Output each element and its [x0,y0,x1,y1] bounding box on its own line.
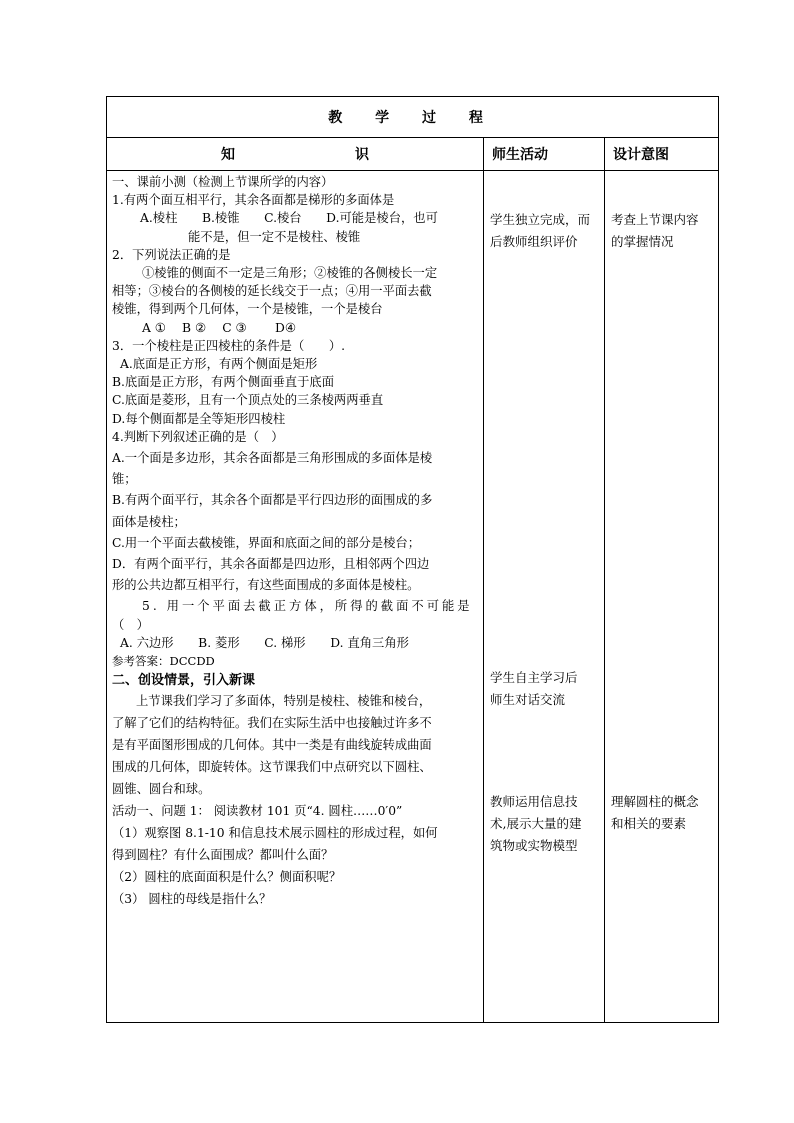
header-knowledge-char1: 知 [221,147,235,163]
question-4-option-c: C.用一个平面去截棱锥，界面和底面之间的部分是棱台； [112,535,421,550]
question-4-option-a2: 锥； [112,472,137,487]
question-2-line3: 棱锥，得到两个几何体，一个是棱锥，一个是棱台 [112,302,383,317]
question-3-option-a: A.底面是正方形，有两个侧面是矩形 [120,357,318,372]
activity-3-line1: 教师运用信息技 [490,794,578,809]
answer-key: 参考答案：DCCDD [112,654,215,669]
section2-title: 二、创设情景，引入新课 [112,673,256,689]
intro-paragraph-line3: 是有平面图形围成的几何体。其中一类是有曲线旋转成曲面 [112,738,432,753]
activity-cell [484,171,605,1023]
question-1-options: A.棱柱 B.棱锥 C.棱台 D.可能是棱台，也可 [140,211,438,226]
activity-1-question-3: （3） 圆柱的母线是指什么？ [112,892,272,907]
header-activity: 师生活动 [484,138,605,171]
activity-1-line2: 后教师组织评价 [490,234,578,249]
question-3-option-b: B.底面是正方形，有两个侧面垂直于底面 [112,375,334,390]
question-2: 2．下列说法正确的是 [112,247,231,262]
activity-block-3 [490,791,581,857]
title-text: 教 学 过 程 [328,110,497,126]
activity-1-title: 活动一、问题 1： 阅读教材 101 页“4. 圆柱……0′0” [112,804,403,819]
activity-1-question-2: （2）圆柱的底面面积是什么？侧面积呢？ [112,870,342,885]
intent-2-line1: 理解圆柱的概念 [611,794,699,809]
intent-2-line2: 和相关的要素 [611,816,687,831]
question-5-options: A. 六边形 B. 菱形 C. 梯形 D. 直角三角形 [120,635,409,650]
question-4-option-d2: 形的公共边都互相平行，有这些面围成的多面体是棱柱。 [112,578,420,593]
activity-2-line2: 师生对话交流 [490,692,566,707]
activity-2-line1: 学生自主学习后 [490,670,578,685]
intent-1-line1: 考查上节课内容 [611,212,699,227]
section1-title: 一、课前小测（检测上节课所学的内容） [112,175,334,189]
intro-paragraph-line2: 了解了它们的结构特征。我们在实际生活中也接触过许多不 [112,716,432,731]
question-3: 3．一个棱柱是正四棱柱的条件是（ ）. [112,338,346,353]
knowledge-cell [107,171,484,1023]
intent-block-2 [611,791,699,835]
activity-block-1 [490,209,590,253]
intent-1-line2: 的掌握情况 [611,234,674,249]
question-4-option-a1: A.一个面是多边形，其余各面都是三角形围成的多面体是棱 [112,451,433,466]
activity-1-line1: 学生独立完成，而 [490,212,591,227]
question-5: 5. 用一个平面去截正方体，所得的截面不可能是 [142,599,473,614]
intent-block-1 [611,209,699,253]
question-3-option-d: D.每个侧面都是全等矩形四棱柱 [112,411,286,426]
question-4-option-b2: 面体是棱柱； [112,514,186,529]
lesson-process-table [106,96,719,1023]
intent-cell [605,171,719,1023]
question-1-options-cont: 能不是，但一定不是棱柱、棱锥 [188,229,361,244]
header-knowledge [107,138,484,171]
activity-block-2 [490,667,578,711]
activity-1-question-1b: 得到圆柱？有什么面围成？都叫什么面？ [112,848,334,863]
question-5-paren: （ ） [112,617,149,632]
header-intent: 设计意图 [605,138,719,171]
header-knowledge-char2: 识 [355,147,369,163]
question-2-line2: 相等；③棱台的各侧棱的延长线交于一点；④用一平面去截 [112,284,432,299]
activity-3-line2: 术,展示大量的建 [490,816,582,831]
question-3-option-c: C.底面是菱形，且有一个顶点处的三条棱两两垂直 [112,393,384,408]
question-4-option-b1: B.有两个面平行，其余各个面都是平行四边形的面围成的多 [112,493,433,508]
question-1: 1.有两个面互相平行，其余各面都是梯形的多面体是 [112,193,395,208]
question-4-option-d1: D．有两个面平行，其余各面都是四边形，且相邻两个四边 [112,557,430,572]
intro-paragraph-line4: 围成的几何体，即旋转体。这节课我们中点研究以下圆柱、 [112,760,432,775]
intro-paragraph-line1: 上节课我们学习了多面体，特别是棱柱、棱锥和棱台， [136,694,432,709]
activity-3-line3: 筑物或实物模型 [490,838,578,853]
activity-1-question-1a: （1）观察图 8.1-10 和信息技术展示圆柱的形成过程，如何 [112,826,438,841]
question-2-line1: ①棱锥的侧面不一定是三角形；②棱锥的各侧棱长一定 [142,266,438,281]
question-2-options: A ① B ② C ③ D④ [142,320,296,335]
table-title [107,97,719,138]
question-4: 4.判断下列叙述正确的是（ ） [112,429,284,444]
intro-paragraph-line5: 圆锥、圆台和球。 [112,782,211,797]
